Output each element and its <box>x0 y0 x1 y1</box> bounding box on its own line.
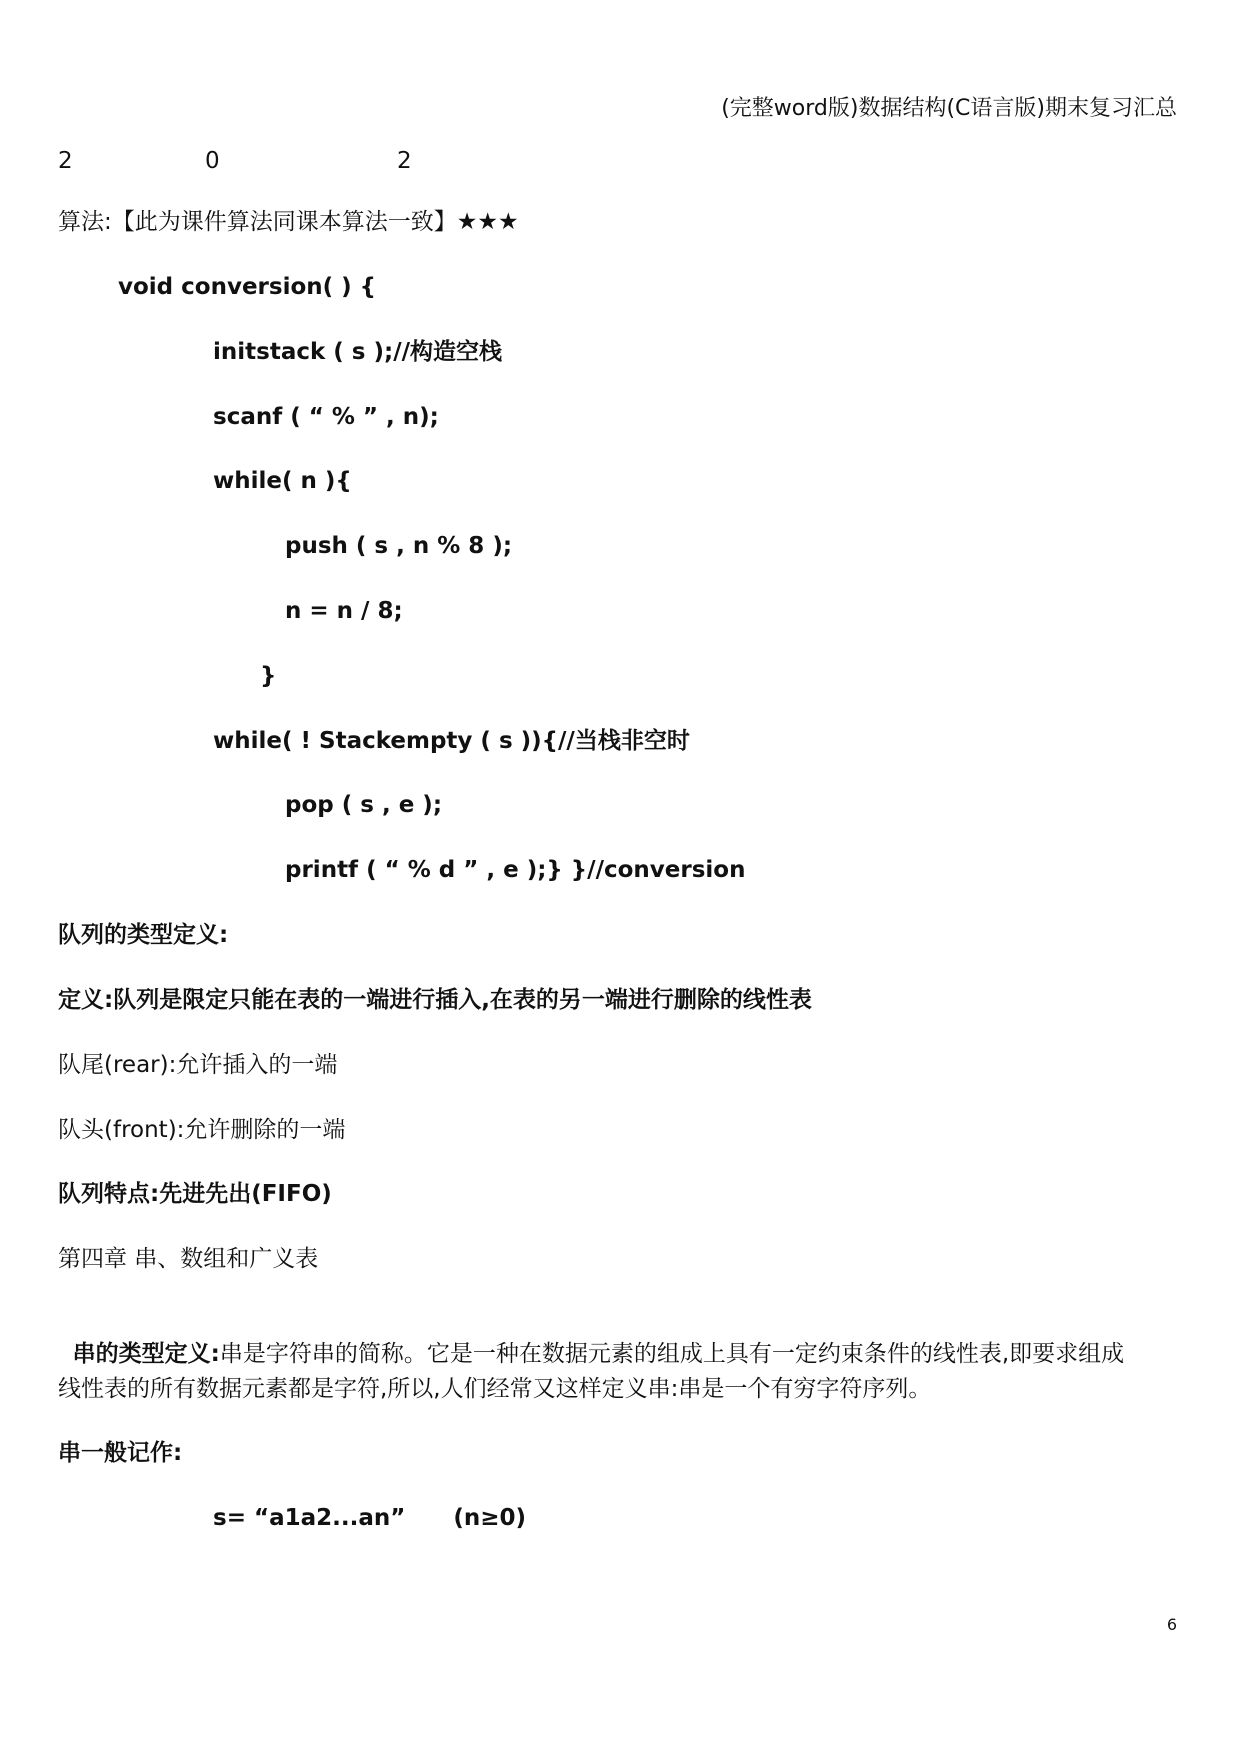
chapter-title: 第四章 串、数组和广义表 <box>58 1246 319 1272</box>
string-definition-line <box>58 1309 1124 1369</box>
string-notation-heading: 串一般记作: <box>58 1440 183 1466</box>
code-line: while( ! Stackempty ( s )){//当栈非空时 <box>213 728 690 754</box>
queue-definition: 定义:队列是限定只能在表的一端进行插入,在表的另一端进行删除的线性表 <box>58 987 812 1013</box>
code-line: pop ( s , e ); <box>285 792 443 818</box>
page-header: (完整word版)数据结构(C语言版)期末复习汇总 <box>721 96 1177 121</box>
code-line: } <box>260 663 277 689</box>
number-row-item: 2 <box>58 148 73 174</box>
code-line: scanf ( “ % ” , n); <box>213 404 439 430</box>
number-row-item: 0 <box>205 148 220 174</box>
code-line: push ( s , n % 8 ); <box>285 533 513 559</box>
code-line: while( n ){ <box>213 468 352 494</box>
code-line: initstack ( s );//构造空栈 <box>213 339 503 365</box>
queue-feature: 队列特点:先进先出(FIFO) <box>58 1181 332 1207</box>
code-line: n = n / 8; <box>285 598 403 624</box>
queue-heading: 队列的类型定义: <box>58 922 229 948</box>
number-row-item: 2 <box>397 148 412 174</box>
algorithm-heading: 算法:【此为课件算法同课本算法一致】★★★ <box>58 209 519 235</box>
string-definition-text: 串是字符串的简称。它是一种在数据元素的组成上具有一定约束条件的线性表,即要求组成 <box>219 1341 1125 1367</box>
code-line: void conversion( ) { <box>118 274 377 300</box>
page-number: 6 <box>1166 1615 1177 1634</box>
queue-front: 队头(front):允许删除的一端 <box>58 1117 346 1143</box>
string-notation: s= “a1a2...an” (n≥0) <box>213 1505 527 1531</box>
code-line: printf ( “ % d ” , e );} }//conversion <box>285 857 746 883</box>
queue-rear: 队尾(rear):允许插入的一端 <box>58 1052 338 1078</box>
string-definition-continued: 线性表的所有数据元素都是字符,所以,人们经常又这样定义串:串是一个有穷字符序列。 <box>58 1376 932 1402</box>
string-definition-label: 串的类型定义: <box>72 1341 220 1367</box>
